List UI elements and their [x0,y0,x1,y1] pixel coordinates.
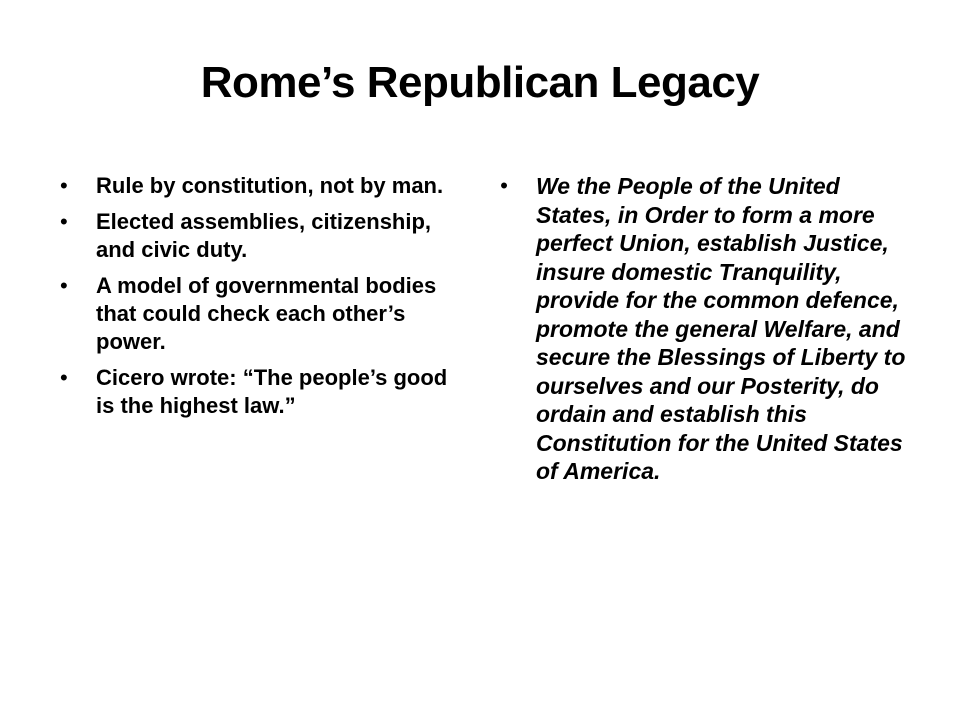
right-bullet-list [500,172,910,486]
bullet-text: Cicero wrote: “The people’s good is the highest law.” [96,365,448,418]
bullet-icon: • [60,365,68,390]
list-item [60,172,470,200]
bullet-text: A model of governmental bodies that could check each other’s power. [96,273,437,354]
preamble-quote: We the People of the United States, in Order to form a more perfect Union, establish Justice, insure domestic Tranquility, provide for the common defence, promote the general Welfare, and secure the Blessings of Liberty to ourselves and our Posterity, do ordain and establish this Constitution for the United States of America. [536,173,906,484]
list-item [500,172,910,486]
bullet-icon: • [60,273,68,298]
bullet-text: Rule by constitution, not by man. [96,173,444,198]
bullet-icon: • [60,209,68,234]
right-column [500,172,910,494]
list-item [60,208,470,264]
left-column [60,172,470,428]
list-item [60,364,470,420]
bullet-text: Elected assemblies, citizenship, and civic duty. [96,209,432,262]
bullet-icon: • [60,173,68,198]
bullet-icon: • [500,173,508,198]
slide-title: Rome’s Republican Legacy [200,58,760,107]
list-item [60,272,470,356]
left-bullet-list [60,172,470,420]
